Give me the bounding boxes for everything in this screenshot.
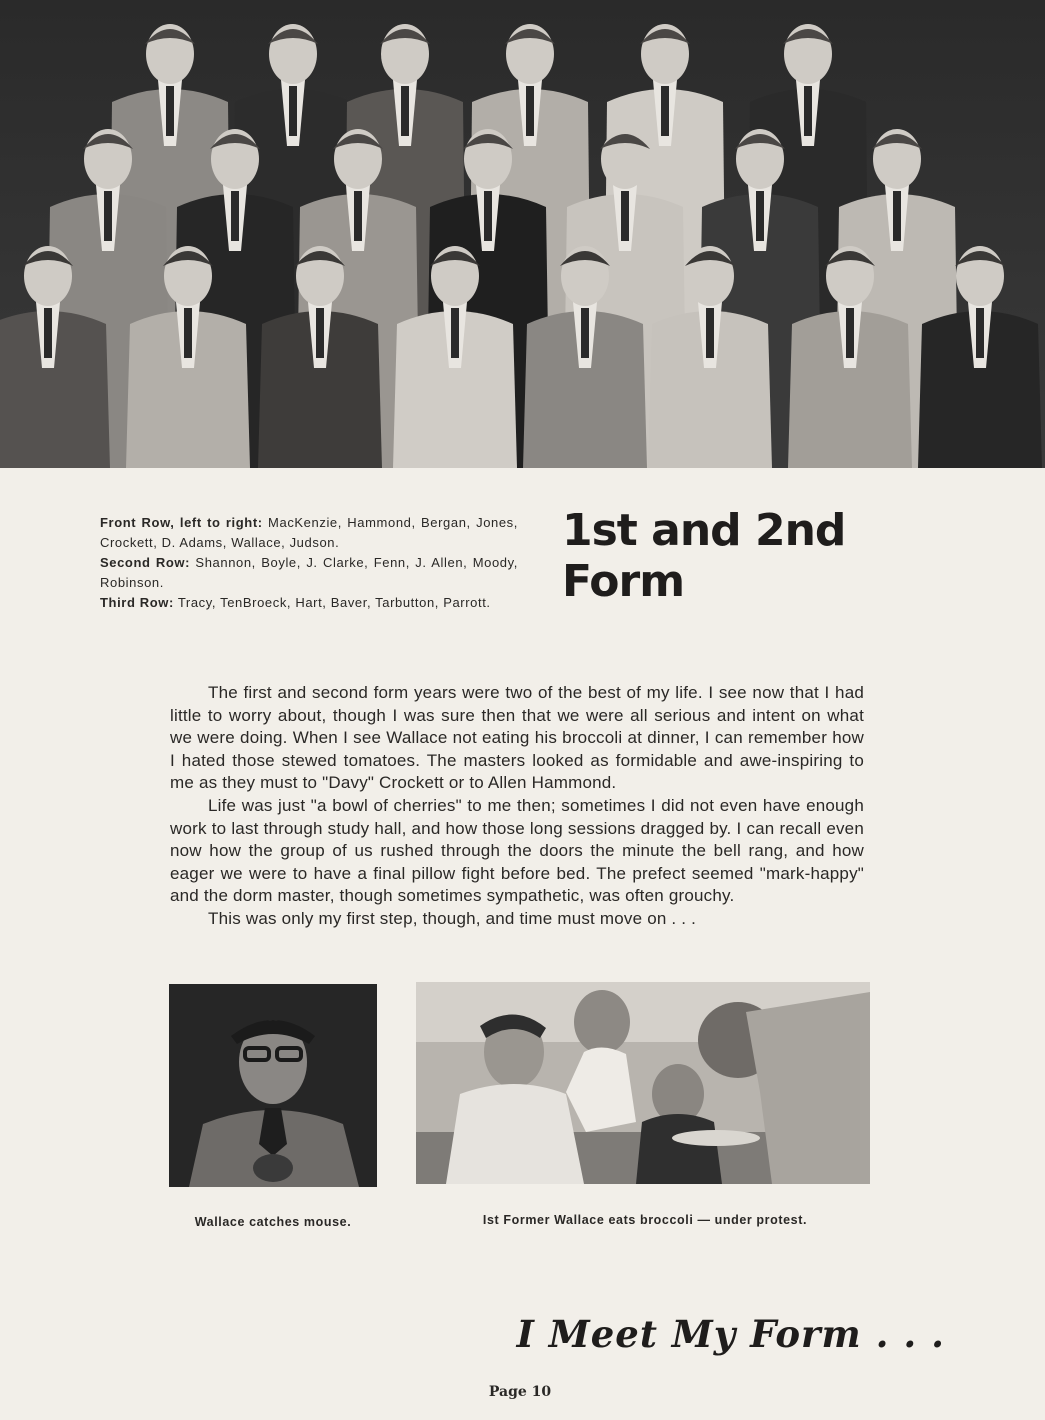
broccoli-photo <box>416 982 870 1184</box>
page-number: Page 10 <box>488 1384 552 1400</box>
broccoli-photo-caption: Ist Former Wallace eats broccoli — under protest. <box>482 1213 808 1227</box>
second-row-names: Shannon, Boyle, J. Clarke, Fenn, J. Allen, Moody, Robinson. <box>100 555 518 590</box>
front-row-names: MacKenzie, Hammond, Bergan, Jones, Crockett, D. Adams, Wallace, Judson. <box>100 515 518 550</box>
page-title: 1st and 2nd Form <box>562 505 846 607</box>
group-photo <box>0 0 1045 468</box>
third-row-names: Tracy, TenBroeck, Hart, Baver, Tarbutton, Parrott. <box>173 595 491 610</box>
article-body <box>170 682 864 931</box>
group-photo-caption <box>100 513 518 613</box>
third-row-label: Third Row: <box>100 595 174 610</box>
group-photo-image <box>0 0 1045 468</box>
mouse-photo-caption: Wallace catches mouse. <box>194 1215 352 1229</box>
second-row-label: Second Row: <box>100 555 191 570</box>
broccoli-photo-image <box>416 982 870 1184</box>
mouse-photo-image <box>169 984 377 1187</box>
section-title: I Meet My Form . . . <box>516 1312 945 1356</box>
paragraph-3: This was only my first step, though, and time must move on . . . <box>208 908 697 928</box>
paragraph-2: Life was just "a bowl of cherries" to me then; sometimes I did not even have enough work to last through study hall, and how those long sessions dragged by. I can recall even now how the group of us rushed through the doors the minute the bell rang, and how eager we were to have a final pillow fight before bed. The prefect seemed "mark-happy" and the dorm master, though sometimes sympathetic, was often grouchy. <box>170 795 864 906</box>
mouse-photo <box>169 984 377 1187</box>
front-row-label: Front Row, left to right: <box>100 515 263 530</box>
paragraph-1: The first and second form years were two of the best of my life. I see now that I had little to worry about, though I was sure then that we were all serious and intent on what we were doing. When I see Wallace not eating his broccoli at dinner, I can remember how I hated those stewed tomatoes. The masters looked as formidable and awe-inspiring to me as they must to "Davy" Crockett or to Allen Hammond. <box>170 683 864 793</box>
